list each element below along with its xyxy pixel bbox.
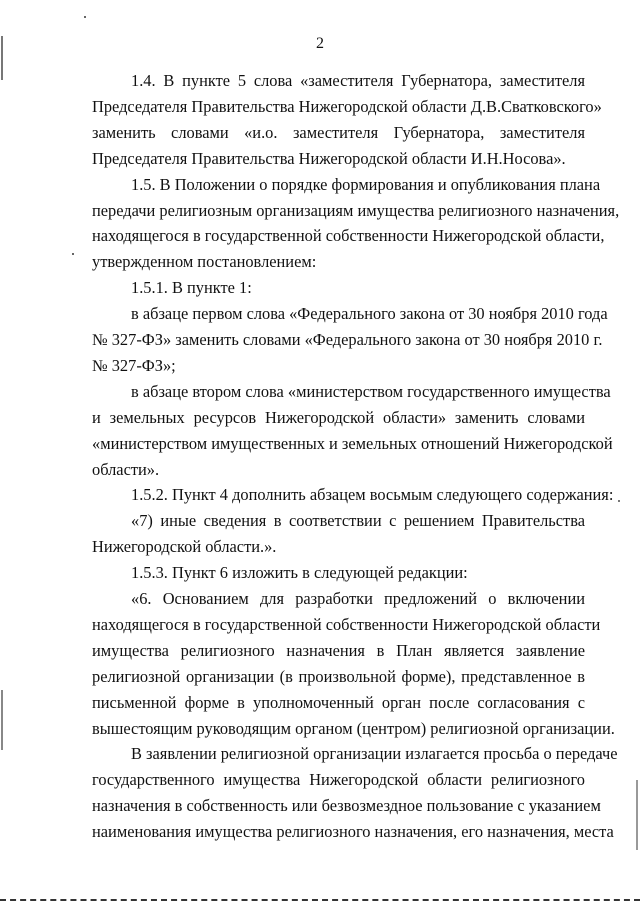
text-line: 1.5.1. В пункте 1: [131, 278, 252, 298]
text-line: 1.5. В Положении о порядке формирования и опубликования плана [131, 174, 601, 194]
scan-edge-mark [636, 780, 638, 850]
text-line: и земельных ресурсов Нижегородской области» заменить словами [92, 407, 585, 427]
text-line: № 327-ФЗ»; [92, 355, 176, 375]
text-line: Председателя Правительства Нижегородской области Д.В.Сватковского» [92, 96, 602, 116]
scan-dot [618, 500, 620, 502]
text-line: утвержденном постановлением: [92, 252, 317, 272]
text-line: находящегося в государственной собственности Нижегородской области [92, 614, 601, 634]
scan-edge-mark [1, 36, 3, 80]
text-line: «министерством имущественных и земельных отношений Нижегородской [92, 433, 613, 453]
text-line: религиозной организации (в произвольной форме), представленное в [92, 666, 585, 686]
text-line: заменить словами «и.о. заместителя Губернатора, заместителя [92, 122, 585, 142]
text-line: наименования имущества религиозного назначения, его назначения, места [92, 822, 614, 842]
text-line: № 327-ФЗ» заменить словами «Федерального закона от 30 ноября 2010 г. [92, 330, 603, 349]
text-line: 1.5.3. Пункт 6 изложить в следующей редакции: [131, 563, 468, 583]
text-line: В заявлении религиозной организации излагается просьба о передаче [131, 744, 618, 764]
text-line: государственного имущества Нижегородской области религиозного [92, 770, 585, 790]
scan-dot [72, 253, 74, 255]
text-line: «6. Основанием для разработки предложений о включении [131, 589, 585, 608]
text-line: «7) иные сведения в соответствии с решением Правительства [131, 511, 585, 531]
text-line: передачи религиозным организациям имущества религиозного назначения, [92, 200, 620, 220]
scan-edge-mark [1, 690, 3, 750]
page-number: 2 [316, 35, 324, 52]
text-line: назначения в собственность или безвозмездное пользование с указанием [92, 796, 601, 816]
text-line: в абзаце втором слова «министерством государственного имущества [131, 381, 611, 401]
text-line: находящегося в государственной собственности Нижегородской области, [92, 226, 605, 246]
text-line: Нижегородской области.». [92, 537, 277, 557]
text-line: вышестоящим руководящим органом (центром) религиозной организации. [92, 718, 615, 738]
text-line: 1.4. В пункте 5 слова «заместителя Губернатора, заместителя [131, 71, 585, 90]
text-line: Председателя Правительства Нижегородской области И.Н.Носова». [92, 148, 566, 168]
scan-bottom-edge [0, 899, 640, 901]
text-line: в абзаце первом слова «Федерального закона от 30 ноября 2010 года [131, 304, 608, 324]
scan-dot [84, 16, 86, 18]
text-line: области». [92, 459, 160, 479]
text-line: 1.5.2. Пункт 4 дополнить абзацем восьмым следующего содержания: [131, 485, 614, 505]
text-line: письменной форме в уполномоченный орган после согласования с [92, 692, 585, 712]
text-line: имущества религиозного назначения в План является заявление [92, 640, 585, 660]
